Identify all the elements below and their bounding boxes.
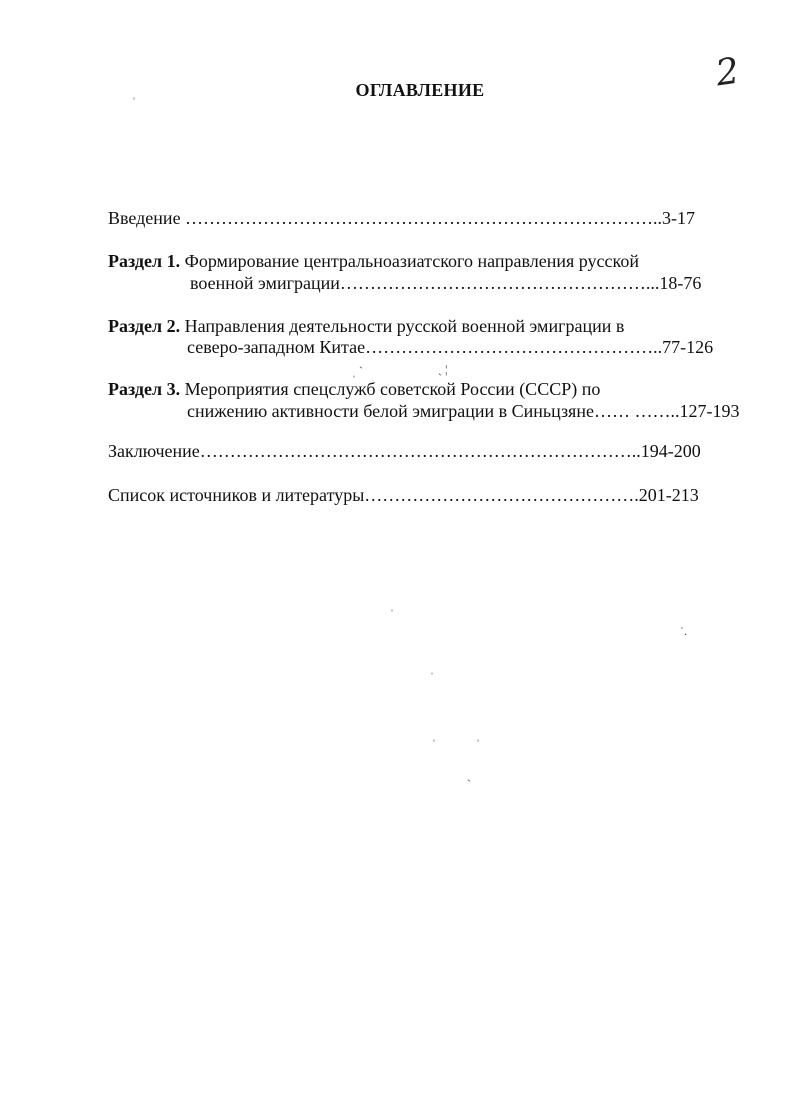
section-1-title-line-1: Формирование центральноазиатского направления русской bbox=[184, 251, 639, 271]
toc-entry-conclusion: Заключение………………………………………………………………..194-200 bbox=[108, 441, 701, 461]
page-title: ОГЛАВЛЕНИЕ bbox=[355, 80, 485, 100]
section-1-label: Раздел 1. bbox=[108, 251, 181, 271]
section-3-title-line-1: Мероприятия спецслужб советской России (СССР) по bbox=[184, 379, 601, 399]
section-3-label: Раздел 3. bbox=[108, 379, 181, 399]
toc-entry-sources: Список источников и литературы……………………………………….201-213 bbox=[108, 485, 699, 505]
scan-speck: ˏ ¦ bbox=[438, 362, 448, 376]
toc-entry-section-1 bbox=[108, 250, 639, 272]
scan-speck: ˌ bbox=[390, 598, 394, 612]
section-2-title-line-1: Направления деятельности русской военной эмиграции в bbox=[184, 316, 625, 336]
handwritten-page-number: 2 bbox=[713, 50, 742, 95]
scan-speck: ˌ bbox=[430, 661, 434, 675]
toc-entry-intro: Введение ……………………………………………………………………..3-17 bbox=[108, 208, 696, 228]
section-2-title-line-2: северо-западном Китае…………………………………………..77-126 bbox=[187, 337, 714, 357]
scan-speck: ˌ bbox=[432, 728, 436, 742]
scan-speck: ˏ bbox=[467, 768, 471, 782]
scan-speck: ˌ ˋ bbox=[352, 364, 363, 378]
section-3-title-line-2: снижению активности белой эмиграции в Синьцзяне…… ……..127-193 bbox=[187, 401, 740, 421]
scan-speck: ˌ bbox=[132, 86, 136, 100]
scan-speck: ˌ bbox=[476, 728, 480, 742]
scan-speck: ˙. bbox=[680, 624, 687, 638]
toc-entry-section-3 bbox=[108, 378, 600, 400]
toc-entry-section-2 bbox=[108, 315, 624, 337]
section-1-title-line-2: военной эмиграции……………………………………………...18-76 bbox=[190, 273, 702, 293]
section-2-label: Раздел 2. bbox=[108, 316, 181, 336]
